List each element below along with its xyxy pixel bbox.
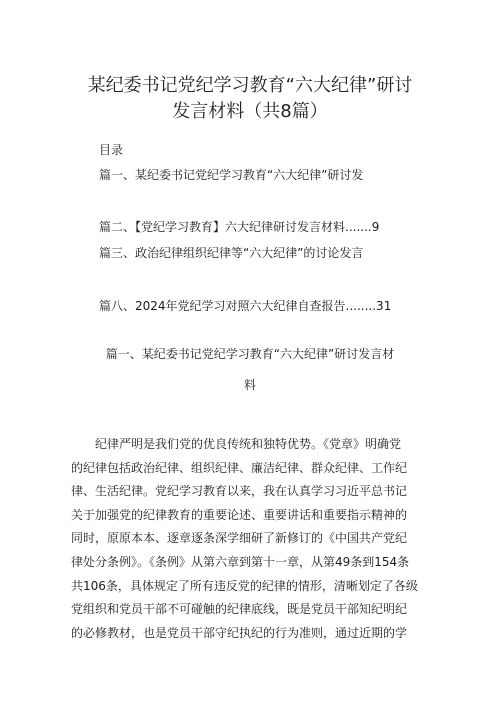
document-title-line-2: 发言材料（共8篇） [172,101,328,122]
body-line: 律、生活纪律。党纪学习教育以来，我在认真学习习近平总书记 [71,484,408,499]
body-line: 的纪律包括政治纪律、组织纪律、廉洁纪律、群众纪律、工作纪 [71,460,408,475]
section-body [71,433,431,645]
section-title-line-1: 篇一、某纪委书记党纪学习教育“六大纪律”研讨发言材 [105,347,395,361]
toc-item-1[interactable]: 篇一、某纪委书记党纪学习教育“六大纪律”研讨发 [99,168,364,182]
body-line: 共106条，具体规定了所有违反党的纪律的情形，清晰划定了各级 [71,578,418,593]
toc-item-2[interactable]: 篇二、【党纪学习教育】六大纪律研讨发言材料.......9 [99,220,380,234]
body-line: 党组织和党员干部不可碰触的纪律底线，既是党员干部知纪明纪 [71,602,408,617]
toc-item-3[interactable]: 篇三、政治纪律组织纪律等“六大纪律”的讨论发言 [99,246,364,260]
body-line: 律处分条例》。《条例》从第六章到第十一章，从第49条到154条 [71,554,410,569]
body-line: 的必修教材，也是党员干部守纪执纪的行为准则，通过近期的学 [71,625,408,640]
body-line: 纪律严明是我们党的优良传统和独特优势。《党章》明确党 [95,437,402,451]
toc-heading: 目录 [99,143,124,157]
document-title-line-1: 某纪委书记党纪学习教育“六大纪律”研讨 [87,75,413,96]
body-line: 同时，原原本本、逐章逐条深学细研了新修订的《中国共产党纪 [71,531,408,546]
toc-item-8[interactable]: 篇八、2024年党纪学习对照六大纪律自查报告........31 [99,299,392,313]
section-title-line-2: 料 [243,378,256,392]
body-line: 关于加强党的纪律教育的重要论述、重要讲话和重要指示精神的 [71,507,408,522]
